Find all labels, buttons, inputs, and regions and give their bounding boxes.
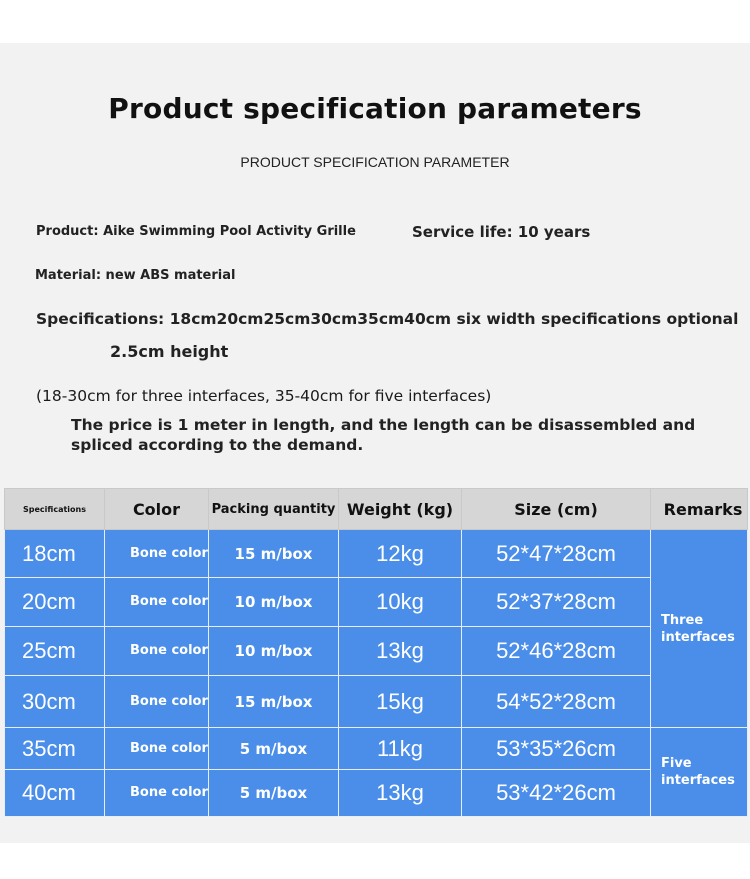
page-subtitle: PRODUCT SPECIFICATION PARAMETER xyxy=(240,154,510,170)
height-info: 2.5cm height xyxy=(110,342,229,361)
table-row xyxy=(5,578,748,627)
cell-spec: 30cm xyxy=(5,676,105,728)
cell-color: Bone color xyxy=(105,728,209,770)
header-color: Color xyxy=(105,489,209,530)
table-row xyxy=(5,770,748,817)
header-weight: Weight (kg) xyxy=(339,489,462,530)
header-size: Size (cm) xyxy=(462,489,651,530)
cell-size: 52*37*28cm xyxy=(462,578,651,627)
table-row xyxy=(5,676,748,728)
cell-weight: 12kg xyxy=(339,530,462,578)
page-title: Product specification parameters xyxy=(108,92,642,125)
cell-size: 53*42*26cm xyxy=(462,770,651,817)
cell-size: 53*35*26cm xyxy=(462,728,651,770)
table-row xyxy=(5,530,748,578)
cell-size: 52*46*28cm xyxy=(462,627,651,676)
product-name: Product: Aike Swimming Pool Activity Grille xyxy=(36,224,356,239)
spec-table xyxy=(4,488,748,817)
cell-color: Bone color xyxy=(105,530,209,578)
cell-packing: 10 m/box xyxy=(209,578,339,627)
cell-size: 52*47*28cm xyxy=(462,530,651,578)
cell-packing: 10 m/box xyxy=(209,627,339,676)
cell-weight: 13kg xyxy=(339,770,462,817)
cell-size: 54*52*28cm xyxy=(462,676,651,728)
cell-spec: 25cm xyxy=(5,627,105,676)
cell-spec: 20cm xyxy=(5,578,105,627)
cell-packing: 5 m/box xyxy=(209,728,339,770)
cell-spec: 40cm xyxy=(5,770,105,817)
cell-spec: 35cm xyxy=(5,728,105,770)
table-row xyxy=(5,728,748,770)
table-row xyxy=(5,627,748,676)
cell-color: Bone color xyxy=(105,578,209,627)
cell-color: Bone color xyxy=(105,676,209,728)
service-life: Service life: 10 years xyxy=(412,223,591,241)
header-remarks: Remarks xyxy=(651,489,748,530)
material-info: Material: new ABS material xyxy=(35,268,236,283)
price-info: The price is 1 meter in length, and the length can be disassembled and spliced according to the demand. xyxy=(71,416,696,454)
cell-weight: 10kg xyxy=(339,578,462,627)
cell-weight: 11kg xyxy=(339,728,462,770)
cell-weight: 15kg xyxy=(339,676,462,728)
remark-three-interfaces: Three interfaces xyxy=(651,530,748,728)
cell-packing: 15 m/box xyxy=(209,530,339,578)
header-packing: Packing quantity xyxy=(209,489,339,530)
cell-packing: 5 m/box xyxy=(209,770,339,817)
cell-packing: 15 m/box xyxy=(209,676,339,728)
remark-five-interfaces: Five interfaces xyxy=(651,728,748,817)
cell-color: Bone color xyxy=(105,770,209,817)
header-specifications: Specifications xyxy=(5,489,105,530)
cell-spec: 18cm xyxy=(5,530,105,578)
interfaces-info: (18-30cm for three interfaces, 35-40cm for five interfaces) xyxy=(36,387,492,405)
cell-color: Bone color xyxy=(105,627,209,676)
table-header-row xyxy=(5,489,748,530)
cell-weight: 13kg xyxy=(339,627,462,676)
specifications-info: Specifications: 18cm20cm25cm30cm35cm40cm six width specifications optional xyxy=(36,310,739,328)
